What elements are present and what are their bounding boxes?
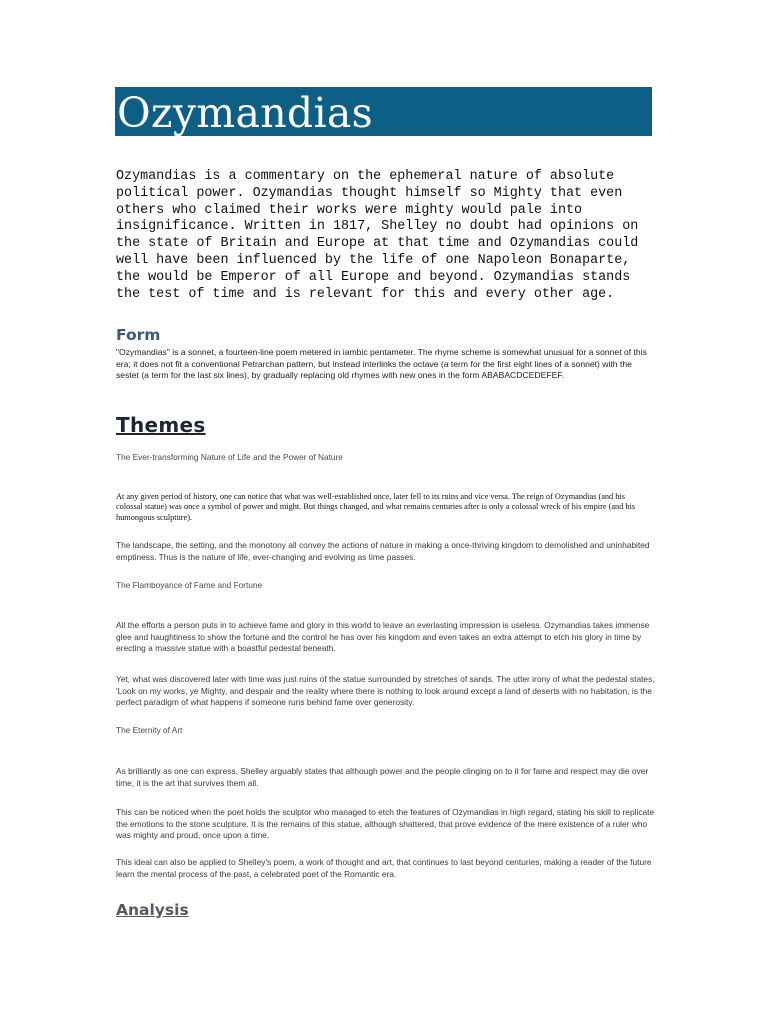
- theme1-title: The Ever-transforming Nature of Life and the Power of Nature: [116, 452, 343, 462]
- theme2-title: The Flamboyance of Fame and Fortune: [116, 580, 263, 590]
- page-title: Ozymandias: [115, 87, 652, 136]
- theme1-paragraph-1: At any given period of history, one can notice that what was well-established once, later fell to its ruins and vice versa. The reign of Ozymandias (and his colossal statue) was once a symbol of power and might. But things changed, and what remains centuries after is only a colossal wreck of his empire (and his humongous sculpture).: [116, 492, 636, 522]
- theme2-paragraph-2: Yet, what was discovered later with time was just ruins of the statue surrounded by stretches of sands. The utter irony of what the pedestal states, 'Look on my works, ye Mighty, and despair and the reality where there is nothing to look around except a land of deserts with no habitation, is the perfect paradigm of what happens if someone runs behind fame over generosity.: [116, 674, 655, 708]
- theme3-paragraph-1: As brilliantly as one can express, Shelley arguably states that although power and the people clinging on to it for fame and respect may die over time, it is the art that survives them all.: [116, 766, 649, 788]
- theme2-paragraph-1: All the efforts a person puts in to achieve fame and glory in this world to leave an everlasting impression is useless. Ozymandias takes immense glee and haughtiness to show the fortune and the control he has over his kingdom and even takes an extra attempt to etch his glory in time by erecting a massive statue with a boastful pedestal beneath.: [116, 620, 650, 654]
- theme1-paragraph-2: The landscape, the setting, and the monotony all convey the actions of nature in making a once-thriving kingdom to demolished and uninhabited emptiness. Thus is the nature of life, ever-changing and evolving as time passes.: [116, 540, 650, 562]
- theme3-paragraph-3: This ideal can also be applied to Shelley's poem, a work of thought and art, that continues to last beyond centuries, making a reader of the future learn the mental process of the past, a celebrated poet of the Romantic era.: [116, 857, 652, 879]
- intro-paragraph: Ozymandias is a commentary on the ephemeral nature of absolute political power. Ozymandias thought himself so Mighty that even others who claimed their works were mighty would pale into insignificance. Written in 1817, Shelley no doubt had opinions on the state of Britain and Europe at that time and Ozymandias could well have been influenced by the life of one Napoleon Bonaparte, the would be Emperor of all Europe and beyond. Ozymandias stands the test of time and is relevant for this and every other age.: [116, 169, 639, 302]
- form-heading: Form: [116, 326, 161, 344]
- themes-heading: Themes: [116, 413, 206, 437]
- theme3-paragraph-2: This can be noticed when the poet holds the sculptor who managed to etch the features of Ozymandias in high regard, stating his skill to replicate the emotions to the stone sculpture. It is the remains of this statue, although shattered, that prove evidence of the mere existence of a ruler who was mighty and proud, once upon a time.: [116, 807, 655, 841]
- form-paragraph: "Ozymandias" is a sonnet, a fourteen-line poem metered in iambic pentameter. The rhyme scheme is somewhat unusual for a sonnet of this era; it does not fit a conventional Petrarchan pattern, but instead interlinks the octave (a term for the first eight lines of a sonnet) with the sestet (a term for the last six lines), by gradually replacing old rhymes with new ones in the form ABABACDCEDEFEF.: [116, 347, 647, 381]
- analysis-heading: Analysis: [116, 901, 189, 919]
- theme3-title: The Eternity of Art: [116, 725, 183, 735]
